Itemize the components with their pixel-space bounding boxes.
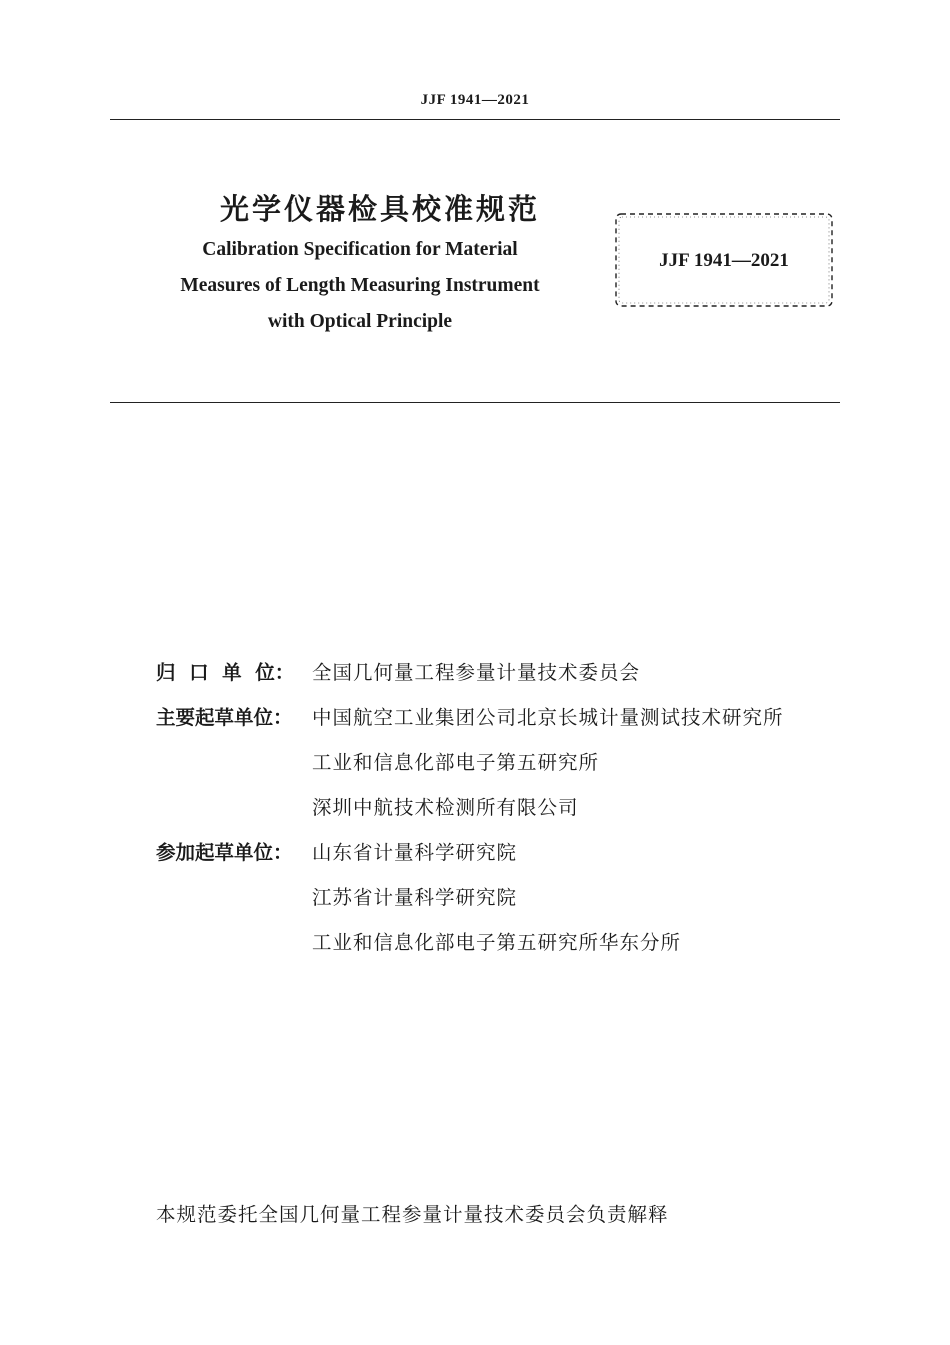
title-chinese: 光学仪器检具校准规范 (219, 192, 540, 226)
main-drafting-row (156, 785, 784, 830)
participating-drafting-value: 工业和信息化部电子第五研究所华东分所 (312, 931, 682, 954)
responsible-unit-value: 全国几何量工程参量计量技术委员会 (312, 661, 641, 684)
main-drafting-value: 深圳中航技术检测所有限公司 (312, 796, 579, 819)
main-drafting-row (156, 695, 784, 740)
participating-drafting-label: 参加起草单位： (156, 841, 293, 864)
standard-code: JJF 1941—2021 (659, 250, 789, 271)
main-drafting-value: 工业和信息化部电子第五研究所 (312, 751, 600, 774)
title-english-line: with Optical Principle (267, 311, 453, 332)
top-rule (110, 119, 840, 120)
main-drafting-row (156, 740, 784, 785)
title-english (150, 232, 570, 340)
bottom-rule (110, 402, 840, 403)
participating-drafting-row (156, 920, 784, 965)
participating-drafting-value: 山东省计量科学研究院 (312, 841, 518, 864)
interpretation-note: 本规范委托全国几何量工程参量计量技术委员会负责解释 (156, 1203, 669, 1226)
drafting-units (156, 650, 784, 965)
title-english-line: Calibration Specification for Material (202, 239, 518, 260)
responsible-unit-row (156, 650, 784, 695)
participating-drafting-row (156, 875, 784, 920)
participating-drafting-row (156, 830, 784, 875)
running-head: JJF 1941—2021 (420, 92, 530, 108)
title-english-line: Measures of Length Measuring Instrument (180, 275, 540, 296)
responsible-unit-label: 归 口 单 位： (156, 661, 295, 684)
code-box (614, 212, 834, 308)
main-drafting-label: 主要起草单位： (156, 706, 293, 729)
main-drafting-value: 中国航空工业集团公司北京长城计量测试技术研究所 (312, 706, 784, 729)
participating-drafting-value: 江苏省计量科学研究院 (312, 886, 518, 909)
